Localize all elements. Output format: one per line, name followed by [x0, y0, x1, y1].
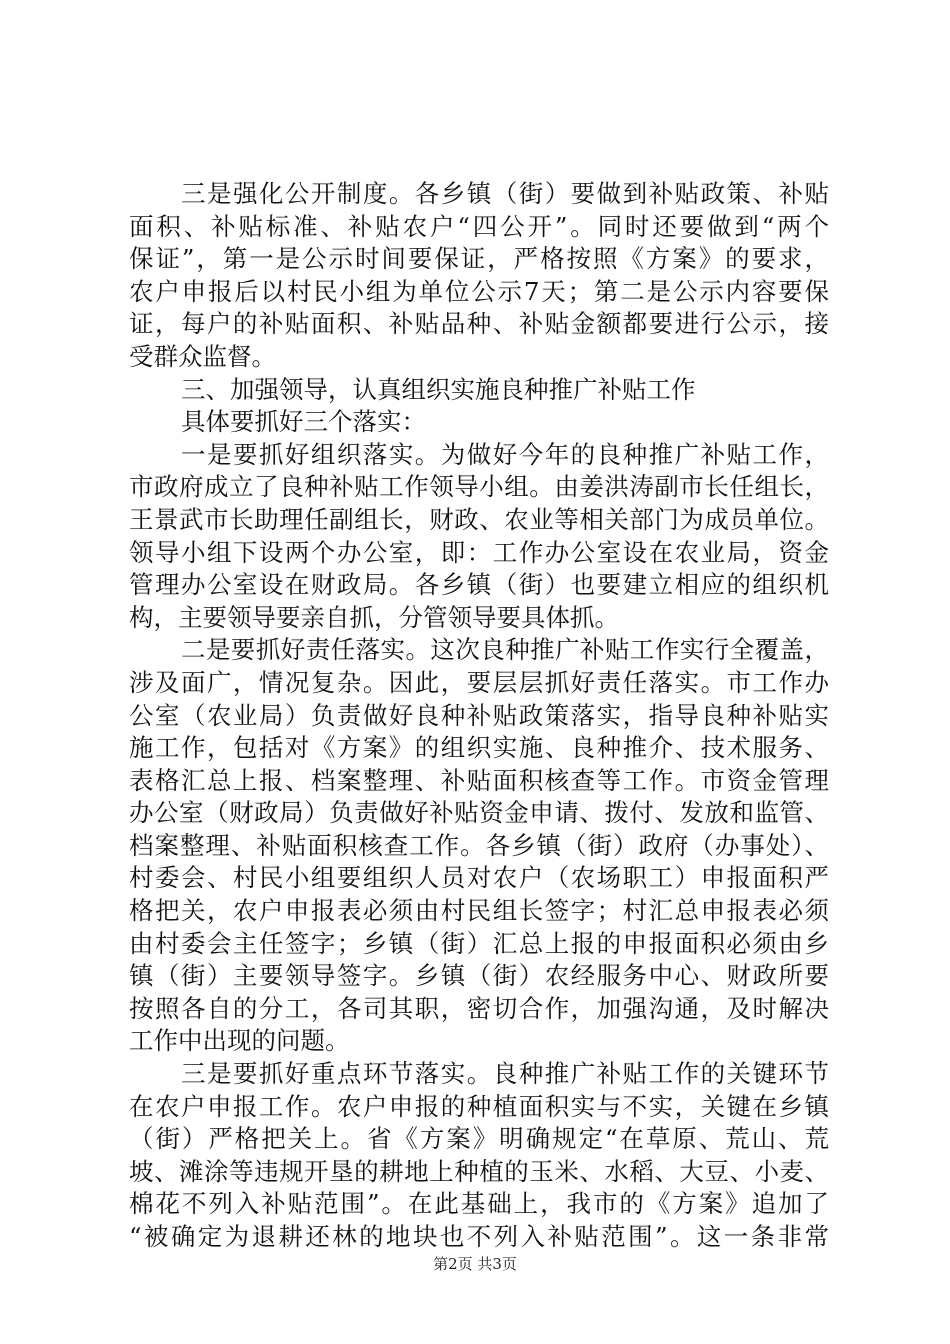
text-line: 证，每户的补贴面积、补贴品种、补贴金额都要进行公示，接 [129, 309, 829, 339]
text-line: 档案整理、补贴面积核查工作。各乡镇（街）政府（办事处）、 [129, 830, 829, 860]
text-line: 三是要抓好重点环节落实。良种推广补贴工作的关键环节 [181, 1059, 829, 1089]
text-line: 领导小组下设两个办公室，即：工作办公室设在农业局，资金 [129, 537, 829, 567]
text-line: 镇（街）主要领导签字。乡镇（街）农经服务中心、财政所要 [129, 961, 829, 991]
text-line: 由村委会主任签字；乡镇（街）汇总上报的申报面积必须由乡 [129, 928, 829, 958]
document-body [129, 178, 829, 1254]
text-line: “被确定为退耕还林的地块也不列入补贴范围”。这一条非常 [129, 1222, 829, 1251]
text-line: 二是要抓好责任落实。这次良种推广补贴工作实行全覆盖， [181, 635, 829, 665]
text-line: 受群众监督。 [129, 341, 276, 371]
text-line: 构，主要领导要亲自抓，分管领导要具体抓。 [129, 602, 619, 632]
text-line: 农户申报后以村民小组为单位公示7天；第二是公示内容要保 [129, 276, 829, 306]
text-line: 工作中出现的问题。 [129, 1026, 350, 1056]
text-line: 格把关，农户申报表必须由村民组长签字；村汇总申报表必须 [129, 896, 829, 926]
text-line: 管理办公室设在财政局。各乡镇（街）也要建立相应的组织机 [129, 570, 829, 600]
text-line: 村委会、村民小组要组织人员对农户（农场职工）申报面积严 [129, 863, 829, 893]
text-line: 面积、补贴标准、补贴农户“四公开”。同时还要做到“两个 [129, 211, 829, 241]
text-line: （街）严格把关上。省《方案》明确规定“在草原、荒山、荒 [129, 1124, 829, 1154]
text-line: 表格汇总上报、档案整理、补贴面积核查等工作。市资金管理 [129, 765, 829, 795]
text-line: 三、加强领导，认真组织实施良种推广补贴工作 [181, 374, 696, 404]
text-line: 棉花不列入补贴范围”。在此基础上，我市的《方案》追加了 [129, 1189, 829, 1219]
page-footer: 第2页 共3页 [433, 1255, 517, 1273]
text-line: 办公室（财政局）负责做好补贴资金申请、拨付、发放和监管、 [129, 798, 829, 828]
text-line: 三是强化公开制度。各乡镇（街）要做到补贴政策、补贴 [181, 179, 829, 208]
text-line: 王景武市长助理任副组长，财政、农业等相关部门为成员单位。 [129, 504, 829, 534]
text-line: 坡、滩涂等违规开垦的耕地上种植的玉米、水稻、大豆、小麦、 [129, 1156, 829, 1186]
text-line: 按照各自的分工，各司其职，密切合作，加强沟通，及时解决 [129, 993, 829, 1023]
text-line: 公室（农业局）负责做好良种补贴政策落实，指导良种补贴实 [129, 700, 829, 730]
text-line: 一是要抓好组织落实。为做好今年的良种推广补贴工作， [181, 439, 829, 469]
text-line: 市政府成立了良种补贴工作领导小组。由姜洪涛副市长任组长， [129, 472, 829, 502]
text-line: 在农户申报工作。农户申报的种植面积实与不实，关键在乡镇 [129, 1091, 829, 1121]
text-line: 施工作，包括对《方案》的组织实施、良种推介、技术服务、 [129, 733, 829, 763]
text-line: 涉及面广，情况复杂。因此，要层层抓好责任落实。市工作办 [129, 667, 829, 697]
text-line: 具体要抓好三个落实： [181, 407, 426, 437]
text-line: 保证”，第一是公示时间要保证，严格按照《方案》的要求， [129, 244, 829, 274]
